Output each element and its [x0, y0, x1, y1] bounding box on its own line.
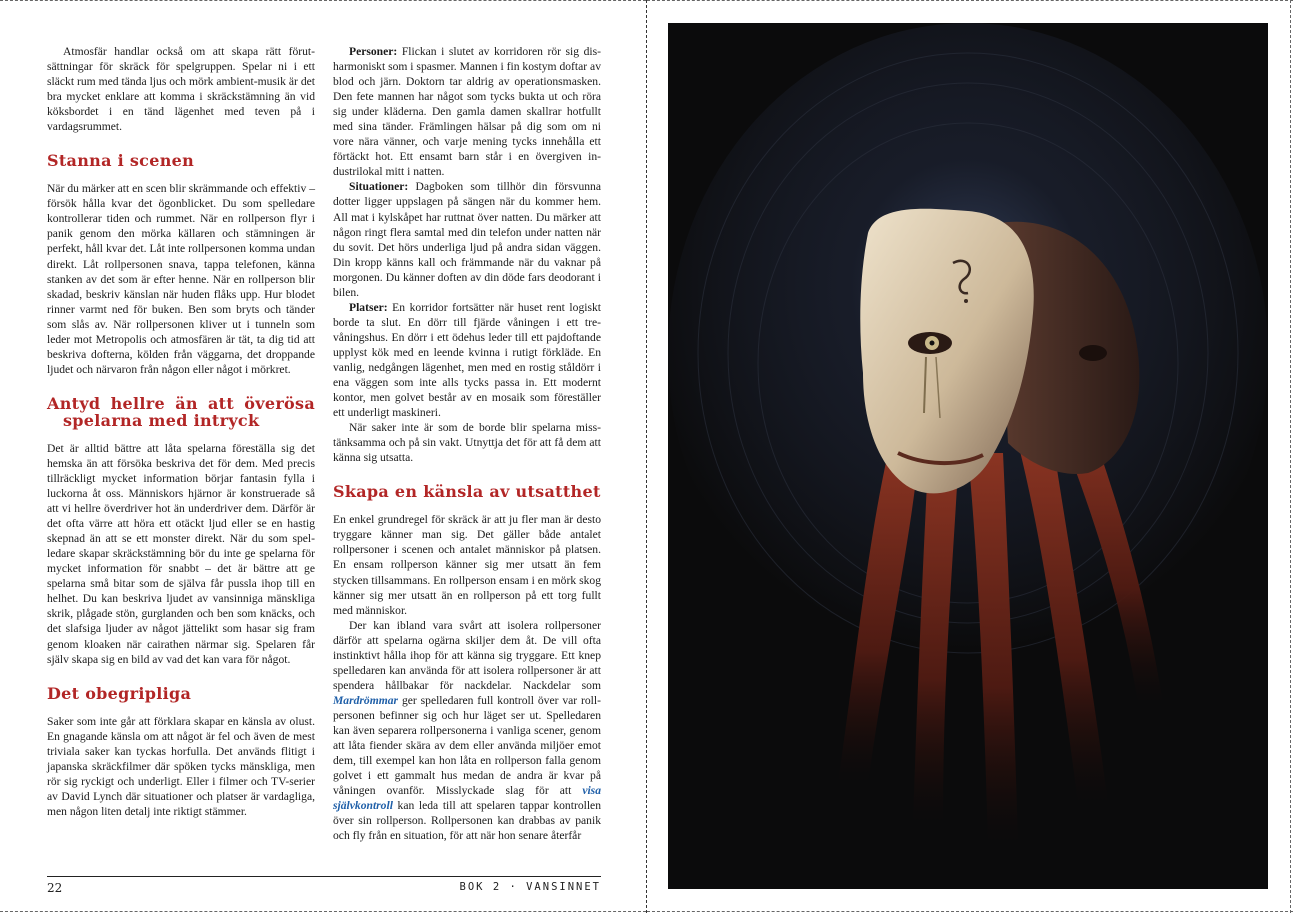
paragraph-stanna: När du märker att en scen blir skrämmande och effektiv – försök hålla kvar det ögonblicket. Du som spelledare kontrollerar tiden och rummet. När en rollperson flyr i panik genom den mörka källaren och stämningen är perfekt, håll kvar det. Låt inte rollpersonen komma undan direkt. Låt rollpersonen snava, tappa telefonen, känna stanken av det som är efter henne. När en rollperson blir skadad, beskriv känslan när huden flåks upp. Hur blodet rinner varmt ned för buken. Ben som bryts och tänder som slås av. När rollpersonen kliver ut i tunneln som leder mot Metropolis och atmosfären är tät, ta dig tid att beskriva dofterna, kölden från väggarna, det droppande ljudet och närvaron från någon eller något i mörkret.: [47, 182, 315, 376]
mask-artwork-svg: [668, 23, 1268, 889]
paragraph-antyd: Det är alltid bättre att låta spelarna föreställa sig det hemska än att försöka beskriva det för dem. Med precis tillräckligt mycket information börjar fantasin fylla i luckorna åt oss. Människors hjärnor är konstruerade så att vi hellre överdriver hot än underdriver dem. Därför är det ofta värre att höra ett otäckt ljud eller se en hastig skepnad än att se ett monster direkt. När du som spelledare skapar skräckstämning bör du inte ge spelarna för mycket information för snabbt – det är bättre att ge spelarna små bitar som de själva får pussla ihop till en helhet. Du kan beskriva ljudet av vansinniga mänskliga skrik, plågade stön, gurglanden och ben som knäcks, och det slafsiga ljuder av något jättelikt som hasar sig fram genom kloaken när cairathen närmar sig. Spelaren får själv skapa sig en bild av vad det kan vara för något.: [47, 441, 315, 666]
left-column: [47, 44, 315, 819]
link-mardrommar[interactable]: Mardrömmar: [333, 693, 399, 707]
situationer-text: Dagboken som tillhör din försvunna dotter ligger uppslagen på sängen när du kommer hem. All mat i kylskåpet har ruttnat över natten. Du märker att någon ringt flera samtal med din telefon under natten när du sovit. Det hörs underliga ljud på andra sidan väggen. Din kropp känns kall och främmande när du vaknar på morgonen. Du känner doften av din döde fars deodorant i bilen.: [333, 180, 601, 299]
situationer-label: Situationer:: [349, 180, 409, 194]
personer-label: Personer:: [349, 45, 398, 58]
paragraph-der-kan: [333, 618, 601, 844]
platser-label: Platser:: [349, 300, 388, 314]
paragraph-skapa: En enkel grundregel för skräck är att ju fler man är desto tryggare känner man sig. Det gäller både antalet rollpersoner i scenen och antalet människor på platsen. En ensam rollperson känner sig mer utsatt än fem stycken tillsammans. En rollperson ensam i en mörk skog känner sig mer utsatt än en rollperson på ett torg fullt med människor.: [333, 513, 601, 617]
mask-pupil: [930, 341, 935, 346]
heading-skapa-utsatthet: Skapa en känsla av utsatthet: [333, 482, 601, 502]
paragraph-nar-saker: När saker inte är som de borde blir spelarna misstänksamma och på sin vakt. Utnyttja det för att få dem att känna sig utsatta.: [333, 421, 601, 465]
heading-obegripliga: Det obegripliga: [47, 683, 192, 703]
heading-stanna-i-scenen: Stanna i scenen: [47, 151, 195, 171]
paragraph-personer: [333, 44, 601, 179]
right-column: [333, 44, 601, 843]
platser-text: En korridor fortsätter när huset rent logiskt borde ta slut. En dörr till fjärde våningen i ett trevåningshus. En dörr i ett ödehus leder till ett pajdoftande upplyst kök med en leende kvinna i rutigt förkläde. En vanlig, nedgången lägenhet, men med en rostig ståldörr i ena väggen som inte alls tycks passa in. Ett modernt kontor, men golvet består av en mosaik som föreställer ett underligt maskineri.: [333, 300, 601, 420]
left-page: [0, 0, 646, 913]
paragraph-intro: Atmosfär handlar också om att skapa rätt förutsättningar för skräck för spelgruppen. Spelar ni i ett släckt rum med tända ljus och mörk ambient-musik är det bra mycket enklare att komma i skräckstämning än vid köksbordet i en tänd lägenhet med teven på i vardagsrummet.: [47, 45, 315, 134]
page-number: 22: [47, 881, 63, 895]
footer-rule: [47, 876, 601, 877]
mask-illustration: [668, 23, 1268, 889]
running-title: BOK 2 · VANSINNET: [459, 881, 601, 893]
crop-mark-bottom-right: [647, 911, 1293, 912]
shadow-face-eye: [1079, 345, 1107, 361]
crop-mark-right: [1290, 0, 1291, 913]
der-text-2: ger spelledaren full kontroll över var rollpersonen befinner sig och hur läget ser ut. Spelledaren kan även separera rollpersonerna i vanliga scener, genom att låta fiender skära av dem eller använda miljöer emot dem, till exempel kan hon låta en rollperson falla genom golvet i ett gammalt hus medan de andra är kvar på våningen ovanför. Misslyckade slag för att: [333, 693, 601, 798]
personer-text: Flickan i slutet av korridoren rör sig disharmoniskt som i spasmer. Mannen i fin kostym doftar av blod och järn. Doktorn tar aldrig av operationsmasken. Den fete mannen har något som tycks bukta ut och röra sig under kläderna. Den gamla damen skallrar hotfullt med sina tänder. Främlingen hälsar på dig som om ni vore nära vänner, och varje mening tycks innehålla ett förtäckt hot. Ett ensamt barn står i en övergiven industrilokal mitt i natten.: [333, 45, 601, 179]
heading-antyd: Antyd hellre än att överösa spelarna med intryck: [47, 393, 315, 430]
paragraph-obegripliga: Saker som inte går att förklara skapar en känsla av olust. En gnagande känsla om att något är fel och även de mest triviala saker kan tyckas horfulla. Det används flitigt i japanska skräckfilmer där spöken tycks mänskliga, men rör sig ryckigt och underligt. Eller i filmer och TV-serier av David Lynch där situationer och platser är vardagliga, men någon liten detalj inte riktigt stämmer.: [47, 714, 315, 818]
forehead-symbol-dot: [964, 299, 968, 303]
link-visa-sjalvkontroll[interactable]: visa självkontroll: [333, 784, 601, 813]
der-text-1: Der kan ibland vara svårt att isolera rollpersoner därför att spelarna ogärna skiljer dem åt. De vill ofta instinktivt hålla ihop för att känna sig tryggare. Ett knep spelledaren kan använda för att isolera rollpersoner är att spendera hållbakar för nackdelar. Nackdelar som: [333, 618, 601, 692]
paragraph-situationer: [333, 179, 601, 299]
crop-mark-top-right: [647, 0, 1293, 1]
der-text-3: kan leda till att spelaren tappar kontrollen över sin rollperson. Rollpersonen kan drabbas av panik och fly från en situation, för att när hon senare återfår: [333, 799, 601, 843]
paragraph-platser: [333, 300, 601, 420]
crop-mark-top-left: [0, 0, 646, 1]
page-fold-divider: [646, 0, 647, 913]
crop-mark-bottom-left: [0, 911, 646, 912]
